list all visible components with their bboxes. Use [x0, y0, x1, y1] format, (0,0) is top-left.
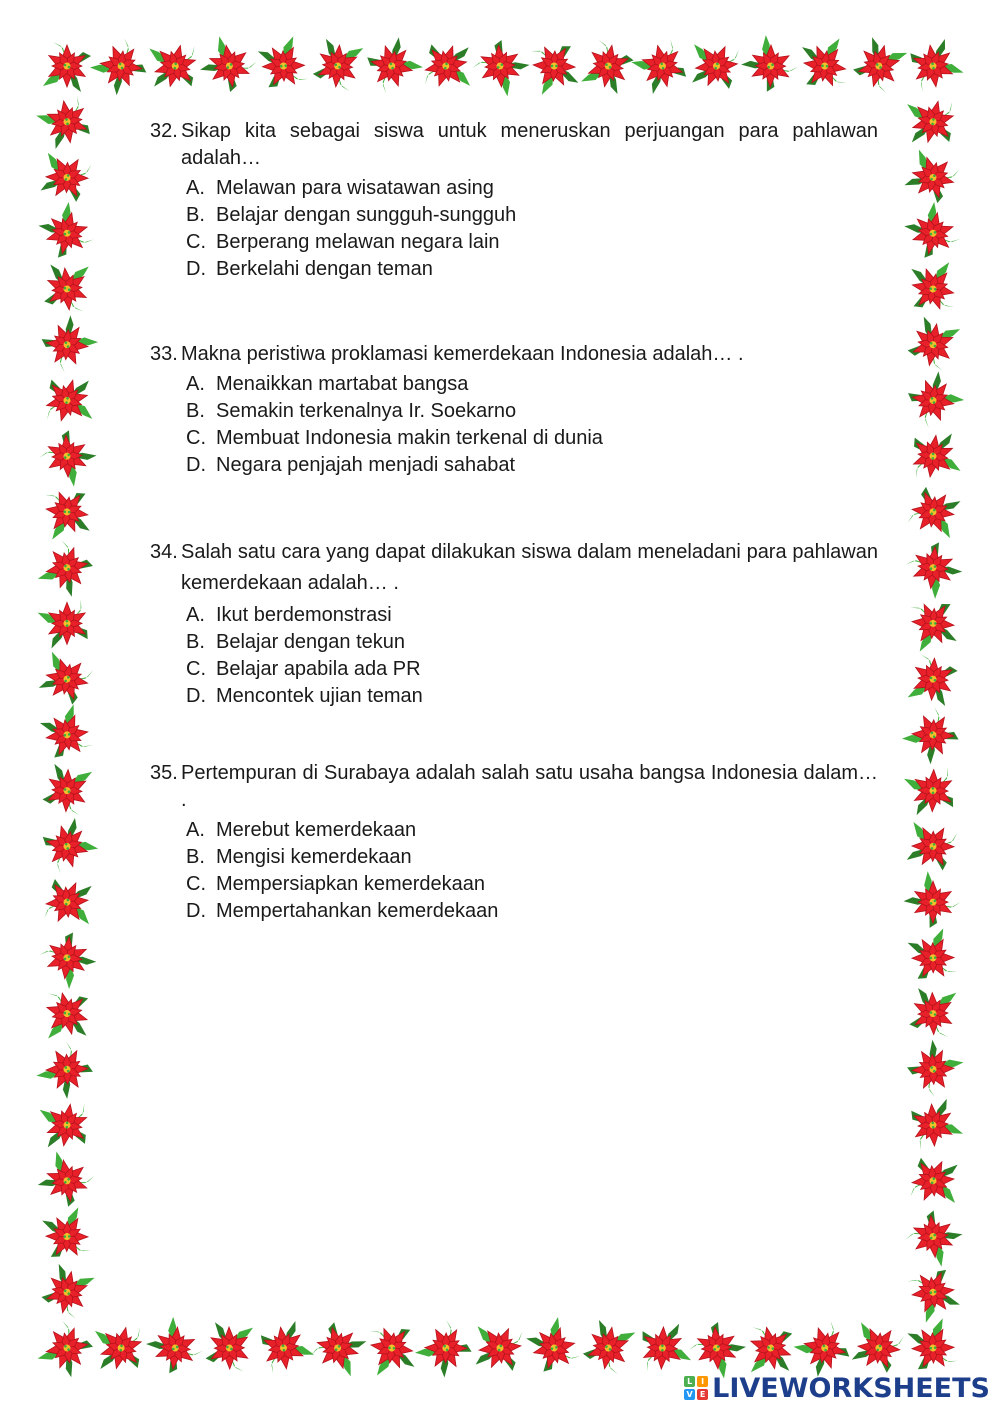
border-flower-right	[899, 923, 966, 991]
border-flower-right	[907, 654, 958, 707]
border-flower-bottom	[250, 1313, 319, 1382]
border-flower-right	[899, 365, 968, 434]
border-flower-top	[144, 36, 205, 96]
options-list	[186, 817, 878, 925]
option-text: Semakin terkenalnya Ir. Soekarno	[216, 400, 517, 422]
border-flower-top	[899, 31, 968, 100]
border-flower-bottom	[36, 1317, 98, 1380]
option-text: Mempersiapkan kemerdekaan	[216, 873, 486, 895]
border-flower-right	[908, 987, 958, 1039]
border-flower-top	[849, 35, 908, 96]
border-flower-right	[898, 198, 967, 267]
option-letter: B.	[186, 631, 205, 653]
border-flower-top	[86, 32, 154, 101]
option-letter: D.	[186, 258, 206, 280]
option-letter: A.	[186, 177, 205, 199]
option-letter: C.	[186, 658, 206, 680]
border-flower-right	[898, 868, 965, 935]
question-text: Pertempuran di Surabaya adalah salah satu usaha bangsa Indonesia dalam… .	[181, 762, 878, 811]
option-text: Belajar dengan sungguh-sungguh	[216, 204, 517, 226]
option-c[interactable]	[186, 229, 878, 256]
question-text: Sikap kita sebagai siswa untuk meneruskan perjuangan para pahlawan adalah…	[181, 120, 878, 169]
border-flower-right	[902, 148, 962, 206]
question-35	[150, 760, 878, 925]
option-letter: B.	[186, 204, 205, 226]
option-letter: C.	[186, 231, 206, 253]
border-flower-left	[38, 985, 96, 1045]
border-flower-right	[907, 1155, 961, 1207]
options-list	[186, 602, 878, 710]
border-flower-right	[906, 485, 961, 539]
option-text: Berkelahi dengan teman	[216, 258, 433, 280]
option-b[interactable]	[186, 844, 878, 871]
option-b[interactable]	[186, 629, 878, 656]
liveworksheets-logo	[684, 1371, 990, 1405]
question-stem	[150, 537, 878, 599]
border-flower-top	[736, 32, 804, 99]
border-flower-left	[34, 1037, 100, 1104]
border-flower-bottom	[205, 1322, 254, 1373]
border-flower-left	[42, 763, 93, 815]
option-letter: A.	[186, 604, 205, 626]
border-flower-top	[688, 40, 743, 93]
logo-mark-i: I	[697, 1376, 708, 1387]
option-a[interactable]	[186, 602, 878, 629]
border-flower-bottom	[580, 1318, 636, 1376]
options-list	[186, 175, 878, 283]
option-text: Merebut kemerdekaan	[216, 819, 417, 841]
border-flower-left	[33, 924, 102, 992]
option-text: Melawan para wisatawan asing	[216, 177, 494, 199]
border-flower-left	[41, 876, 95, 928]
border-flower-bottom	[140, 1313, 209, 1381]
border-flower-right	[899, 534, 968, 602]
question-number: 34.	[150, 541, 178, 563]
option-letter: C.	[186, 427, 206, 449]
option-text: Belajar dengan tekun	[216, 631, 406, 653]
border-flower-top	[522, 34, 587, 100]
option-text: Ikut berdemonstrasi	[216, 604, 392, 626]
option-letter: B.	[186, 400, 205, 422]
border-flower-top	[627, 32, 696, 101]
option-text: Belajar apabila ada PR	[216, 658, 421, 680]
border-flower-right	[899, 758, 966, 824]
option-letter: D.	[186, 454, 206, 476]
question-stem	[150, 341, 878, 368]
border-flower-left	[40, 261, 93, 316]
border-flower-left	[35, 424, 101, 489]
option-letter: C.	[186, 873, 206, 895]
question-stem	[150, 760, 878, 814]
border-flower-bottom	[361, 1317, 424, 1381]
border-flower-top	[312, 38, 364, 92]
option-text: Mempertahankan kemerdekaan	[216, 900, 499, 922]
worksheet-content	[150, 118, 878, 983]
border-flower-right	[901, 92, 962, 152]
option-d[interactable]	[186, 452, 878, 479]
border-flower-top	[418, 37, 476, 94]
border-flower-right	[900, 1091, 968, 1159]
question-number: 35.	[150, 762, 178, 784]
border-flower-left	[32, 198, 101, 267]
option-b[interactable]	[186, 202, 878, 229]
question-33	[150, 341, 878, 479]
option-text: Berperang melawan negara lain	[216, 231, 500, 253]
option-letter: A.	[186, 819, 205, 841]
question-34	[150, 537, 878, 710]
option-a[interactable]	[186, 371, 878, 398]
border-flower-left	[33, 1202, 99, 1269]
border-flower-left	[32, 700, 101, 769]
logo-mark-v: V	[684, 1389, 695, 1400]
option-text: Membuat Indonesia makin terkenal di dunia	[216, 427, 603, 449]
options-list	[186, 371, 878, 479]
logo-mark-e: E	[697, 1389, 708, 1400]
border-flower-top	[249, 31, 316, 99]
option-c[interactable]	[186, 656, 878, 683]
border-flower-top	[580, 38, 636, 96]
border-flower-left	[36, 537, 98, 600]
border-flower-bottom	[472, 1322, 527, 1375]
border-flower-right	[902, 257, 964, 320]
border-flower-right	[902, 424, 966, 487]
option-d[interactable]	[186, 256, 878, 283]
option-letter: D.	[186, 685, 206, 707]
option-text: Negara penjajah menjadi sahabat	[216, 454, 516, 476]
option-b[interactable]	[186, 398, 878, 425]
logo-text: LIVEWORKSHEETS	[712, 1372, 990, 1404]
border-flower-left	[40, 153, 92, 203]
option-letter: A.	[186, 373, 205, 395]
option-d[interactable]	[186, 683, 878, 710]
border-flower-bottom	[89, 1318, 151, 1379]
border-flower-left	[38, 371, 98, 430]
border-flower-left	[34, 310, 102, 378]
option-d[interactable]	[186, 898, 878, 925]
border-flower-right	[907, 822, 958, 871]
border-flower-top	[793, 33, 856, 97]
border-flower-left	[32, 88, 101, 157]
border-flower-right	[905, 315, 961, 373]
option-letter: B.	[186, 846, 205, 868]
option-a[interactable]	[186, 175, 878, 202]
option-letter: D.	[186, 900, 206, 922]
border-flower-bottom	[308, 1319, 369, 1378]
border-flower-bottom	[742, 1320, 799, 1378]
question-text: Salah satu cara yang dapat dilakukan siswa dalam meneladani para pahlawan kemerdekaan adalah… .	[181, 541, 878, 594]
option-c[interactable]	[186, 871, 878, 898]
question-number: 33.	[150, 343, 178, 365]
border-flower-bottom	[519, 1313, 588, 1382]
question-number: 32.	[150, 120, 178, 142]
border-flower-left	[34, 1149, 97, 1211]
option-c[interactable]	[186, 425, 878, 452]
border-flower-right	[899, 702, 966, 770]
question-stem	[150, 118, 878, 172]
border-flower-left	[32, 591, 99, 658]
logo-mark-l: L	[684, 1376, 695, 1387]
logo-mark-icon	[684, 1376, 708, 1400]
border-flower-bottom	[851, 1322, 905, 1374]
border-flower-bottom	[412, 1315, 479, 1383]
option-a[interactable]	[186, 817, 878, 844]
question-32	[150, 118, 878, 283]
question-text: Makna peristiwa proklamasi kemerdekaan Indonesia adalah… .	[181, 343, 744, 365]
border-flower-right	[901, 1205, 966, 1269]
border-flower-right	[901, 1035, 966, 1101]
border-flower-top	[43, 42, 91, 92]
border-flower-left	[37, 651, 95, 708]
border-flower-right	[901, 591, 966, 657]
option-text: Mencontek ujian teman	[216, 685, 423, 707]
border-flower-top	[358, 31, 427, 100]
border-flower-left	[34, 1094, 98, 1157]
option-text: Mengisi kemerdekaan	[216, 846, 412, 868]
border-flower-left	[36, 481, 99, 545]
border-flower-top	[197, 34, 261, 97]
option-text: Menaikkan martabat bangsa	[216, 373, 469, 395]
border-flower-left	[39, 1262, 96, 1321]
border-flower-top	[468, 34, 534, 99]
border-flower-right	[899, 1259, 967, 1328]
border-flower-left	[33, 811, 102, 880]
